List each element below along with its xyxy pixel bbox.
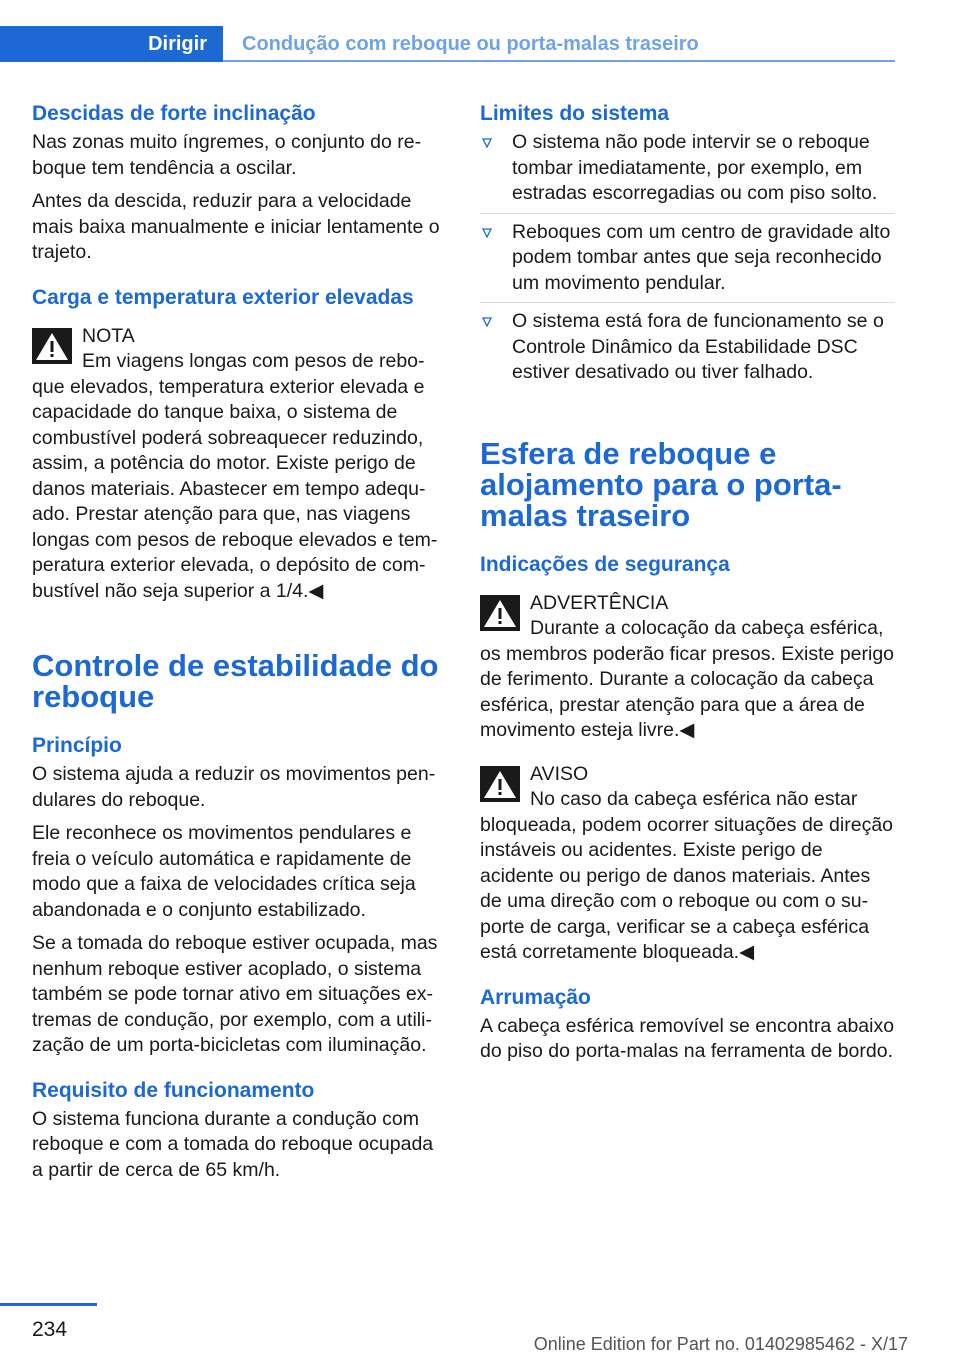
- list-item: [480, 309, 895, 392]
- section-tab: Dirigir: [0, 26, 223, 62]
- note-box: [32, 324, 447, 605]
- note-body: que elevados, temperatura exterior elevada e capacidade do tanque baixa, o sistema de combustível poderá sobreaquecer reduzindo, assim, a potência do motor. Existe perigo de danos materiais. Abastecer em tempo adequado. Prestar atenção para que, nas viagens longas com pesos de reboque elevados e temperatura exterior elevada, o depósito de combustível não seja superior a 1/4.◀: [32, 375, 438, 602]
- warning-box: [480, 591, 895, 744]
- list-item: [480, 130, 895, 214]
- note-first-line: Em viagens longas com pesos de rebo-: [82, 350, 425, 372]
- notice-first-line: No caso da cabeça esférica não estar: [530, 788, 858, 810]
- edition-note: Online Edition for Part no. 01402985462 - X/17: [533, 1334, 908, 1354]
- header-rule: [223, 60, 895, 62]
- heading-carga: Carga e temperatura exterior elevadas: [32, 285, 414, 309]
- page-number: 234: [32, 1318, 68, 1341]
- warning-body: os membros poderão ficar presos. Existe perigo de ferimento. Durante a colocação da cabeça esférica, prestar atenção para que a área de movimento esteja livre.◀: [480, 642, 895, 741]
- heading-descidas: Descidas de forte inclinação: [32, 102, 316, 125]
- notice-box: [480, 762, 895, 966]
- limits-list: [480, 130, 895, 392]
- warning-triangle-icon: [480, 766, 520, 802]
- paragraph: A cabeça esférica removível se encontra abaixo do piso do porta-malas na ferramenta de bordo.: [480, 1014, 895, 1062]
- list-item-text: O sistema não pode intervir se o reboque tombar imediatamente, por exemplo, em estradas escorregadias ou com piso solto.: [512, 131, 878, 204]
- heading-principio: Princípio: [32, 734, 122, 757]
- warning-label: ADVERTÊNCIA: [530, 591, 669, 614]
- warning-first-line: Durante a colocação da cabeça esférica,: [530, 617, 884, 639]
- chapter-title-stability: Controle de estabilidade do reboque: [32, 648, 439, 714]
- chapter-header-title: Condução com reboque ou porta-malas traseiro: [242, 32, 699, 55]
- paragraph: Antes da descida, reduzir para a velocidade mais baixa manualmente e iniciar lentamente o trajeto.: [32, 190, 440, 263]
- triangle-bullet-icon: [482, 317, 492, 327]
- chapter-title-towball: Esfera de reboque e alojamento para o porta-malas traseiro: [480, 435, 842, 533]
- list-item: [480, 220, 895, 304]
- paragraph: Se a tomada do reboque estiver ocupada, mas nenhum reboque estiver acoplado, o sistema também se pode tornar ativo em situações extremas de condução, por exemplo, com a utilização de um porta-bicicletas com iluminação.: [32, 932, 438, 1056]
- warning-triangle-icon: [32, 328, 72, 364]
- list-item-text: O sistema está fora de funcionamento se o Controle Dinâmico da Estabilidade DSC estiver desativado ou tiver falhado.: [512, 310, 884, 383]
- triangle-bullet-icon: [482, 138, 492, 148]
- note-label: NOTA: [82, 324, 135, 347]
- right-column: [480, 100, 895, 1073]
- heading-limites: Limites do sistema: [480, 102, 670, 125]
- notice-body: bloqueada, podem ocorrer situações de direção instáveis ou acidentes. Existe perigo de acidente ou perigo de danos materiais. Antes de uma direção com o reboque ou com o suporte de carga, verificar se a cabeça esférica está corretamente bloqueada.◀: [480, 813, 894, 963]
- heading-seguranca: Indicações de segurança: [480, 552, 730, 576]
- paragraph: Nas zonas muito íngremes, o conjunto do reboque tem tendência a oscilar.: [32, 131, 422, 179]
- list-item-text: Reboques com um centro de gravidade alto podem tombar antes que seja reconhecido um movimento pendular.: [512, 220, 891, 294]
- paragraph: Ele reconhece os movimentos pendulares e freia o veículo automática e rapidamente de modo que a faixa de velocidades crítica seja abandonada e o conjunto estabilizado.: [32, 822, 416, 921]
- paragraph: O sistema funciona durante a condução com reboque e com a tomada do reboque ocupada a partir de cerca de 65 km/h.: [32, 1107, 434, 1181]
- warning-triangle-icon: [480, 595, 520, 631]
- heading-requisito: Requisito de funcionamento: [32, 1078, 315, 1102]
- heading-arrumacao: Arrumação: [480, 985, 591, 1009]
- paragraph: O sistema ajuda a reduzir os movimentos pendulares do reboque.: [32, 763, 436, 811]
- footer-accent-bar: [0, 1303, 97, 1306]
- notice-label: AVISO: [530, 762, 589, 785]
- left-column: [32, 100, 447, 1191]
- triangle-bullet-icon: [482, 228, 492, 238]
